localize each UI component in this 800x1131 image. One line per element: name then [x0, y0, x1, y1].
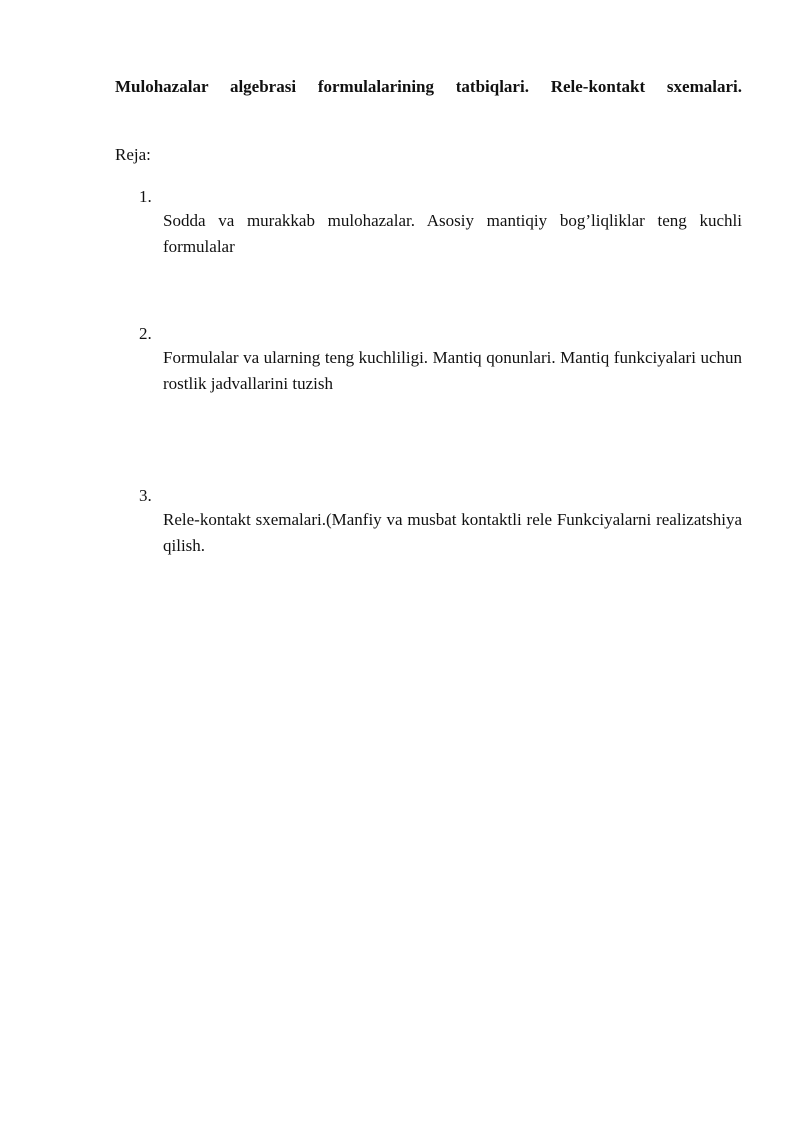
document-title: Mulohazalar algebrasi formulalarining tatbiqlari. Rele-kontakt sxemalari.	[115, 77, 742, 96]
plan-item-text-1: Sodda va murakkab mulohazalar. Asosiy mantiqiy bog’liqliklar teng kuchli formulalar	[163, 211, 742, 256]
plan-item-number-1: 1.	[139, 187, 152, 206]
plan-item-text-3: Rele-kontakt sxemalari.(Manfiy va musbat kontaktli rele Funkciyalarni realizatshiya qilish.	[163, 510, 742, 555]
plan-item-text-2: Formulalar va ularning teng kuchliligi. Mantiq qonunlari. Mantiq funkciyalari uchun rostlik jadvallarini tuzish	[163, 348, 742, 393]
plan-label: Reja:	[115, 145, 151, 164]
plan-item-number-3: 3.	[139, 486, 152, 505]
plan-item-number-2: 2.	[139, 324, 152, 343]
